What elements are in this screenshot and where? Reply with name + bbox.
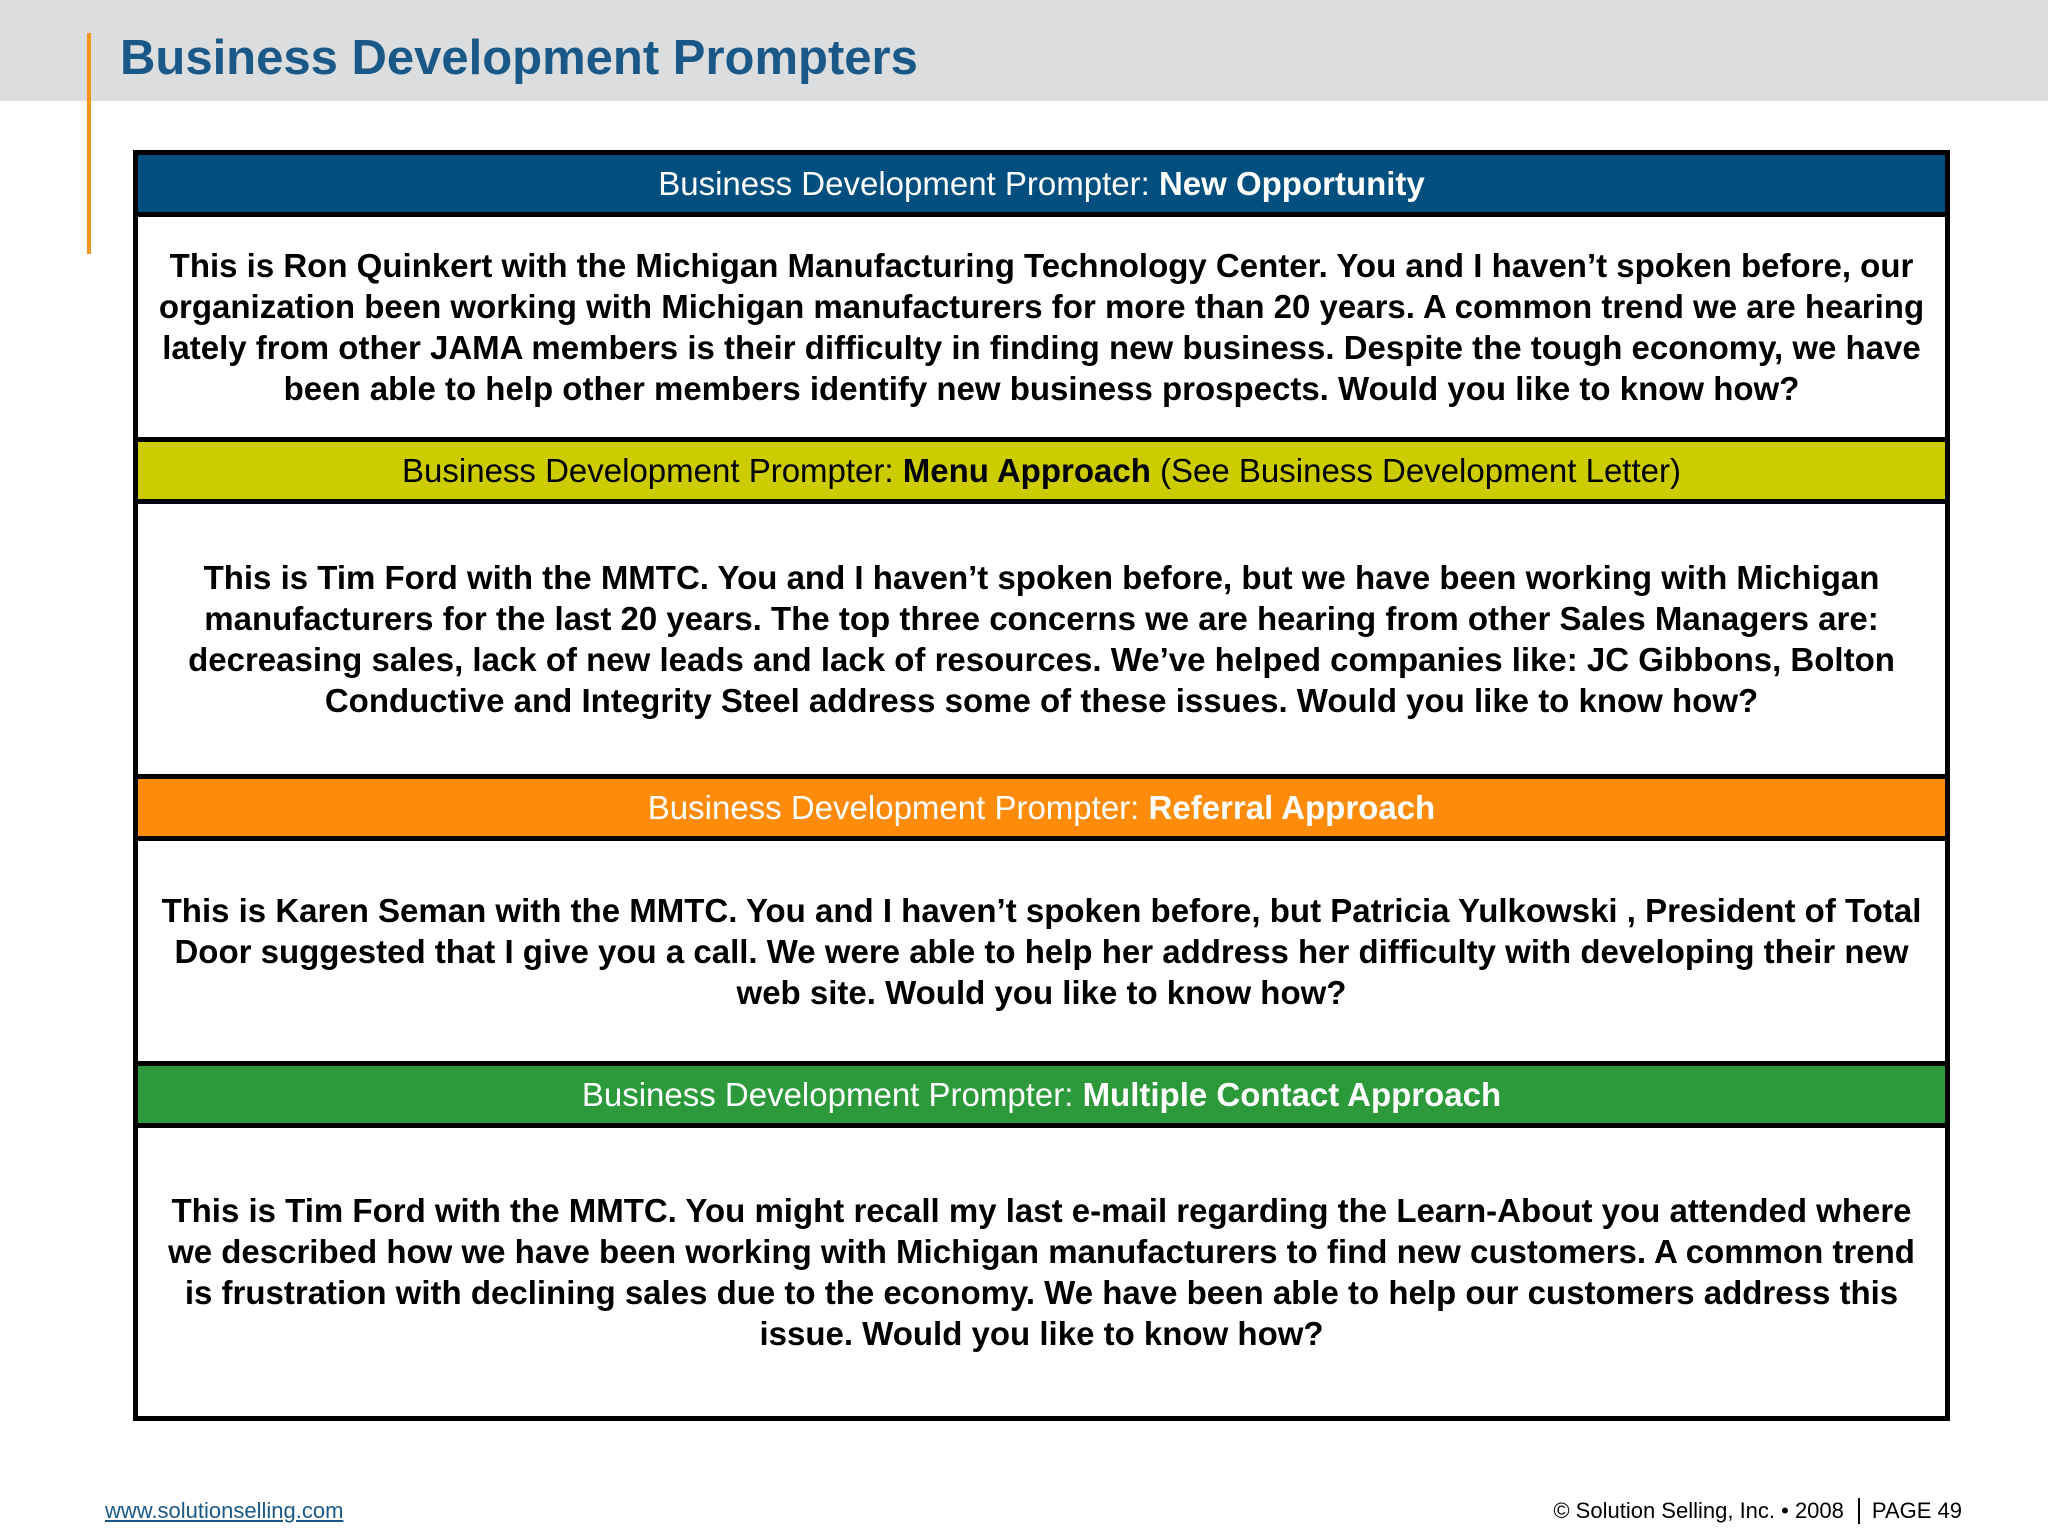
prompter-header-suffix: (See Business Development Letter): [1160, 451, 1681, 489]
page-number: PAGE 49: [1871, 1498, 1962, 1523]
prompter-header-referral-approach: [138, 779, 1945, 841]
prompter-header-name: Multiple Contact Approach: [1082, 1075, 1502, 1113]
website-link[interactable]: www.solutionselling.com: [105, 1498, 344, 1523]
accent-line: [87, 33, 91, 254]
prompter-body-menu-approach: This is Tim Ford with the MMTC. You and I haven’t spoken before, but we have been working with Michigan manufacturers for the last 20 years. The top three concerns we are hearing from other Sales Managers are: decreasing sales, lack of new leads and lack of resources. We’ve helped companies like: JC Gibbons, Bolton Conductive and Integrity Steel address some of these issues. Would you like to know how?: [138, 504, 1945, 779]
prompter-table: [133, 150, 1950, 1421]
copyright-text: © Solution Selling, Inc. • 2008: [1553, 1498, 1844, 1523]
prompter-header-menu-approach: [138, 442, 1945, 504]
prompter-header-prefix: Business Development Prompter:: [647, 788, 1140, 826]
prompter-header-new-opportunity: [138, 155, 1945, 217]
footer-divider: [1858, 1498, 1860, 1524]
prompter-header-multiple-contact-approach: [138, 1066, 1945, 1128]
prompter-body-multiple-contact-approach: This is Tim Ford with the MMTC. You might recall my last e-mail regarding the Learn-About you attended where we described how we have been working with Michigan manufacturers to find new customers. A common trend is frustration with declining sales due to the economy. We have been able to help our customers address this issue. Would you like to know how?: [168, 1192, 1915, 1352]
prompter-header-prefix: Business Development Prompter:: [402, 451, 894, 489]
prompter-header-name: New Opportunity: [1158, 164, 1425, 202]
prompter-body-referral-approach: This is Karen Seman with the MMTC. You and I haven’t spoken before, but Patricia Yulkowski , President of Total Door suggested that I give you a call. We were able to help her address her difficulty with developing their new web site. Would you like to know how?: [138, 841, 1945, 1066]
prompter-header-prefix: Business Development Prompter:: [658, 164, 1150, 202]
prompter-header-name: Referral Approach: [1148, 788, 1436, 826]
footer-right: [1553, 1498, 1962, 1524]
prompter-body-new-opportunity: This is Ron Quinkert with the Michigan Manufacturing Technology Center. You and I haven’t spoken before, our organization been working with Michigan manufacturers for more than 20 years. A common trend we are hearing lately from other JAMA members is their difficulty in finding new business. Despite the tough economy, we have been able to help other members identify new business prospects. Would you like to know how?: [138, 217, 1945, 442]
prompter-header-prefix: Business Development Prompter:: [581, 1075, 1074, 1113]
prompter-header-name: Menu Approach: [902, 451, 1151, 489]
page-title: Business Development Prompters: [120, 31, 918, 85]
